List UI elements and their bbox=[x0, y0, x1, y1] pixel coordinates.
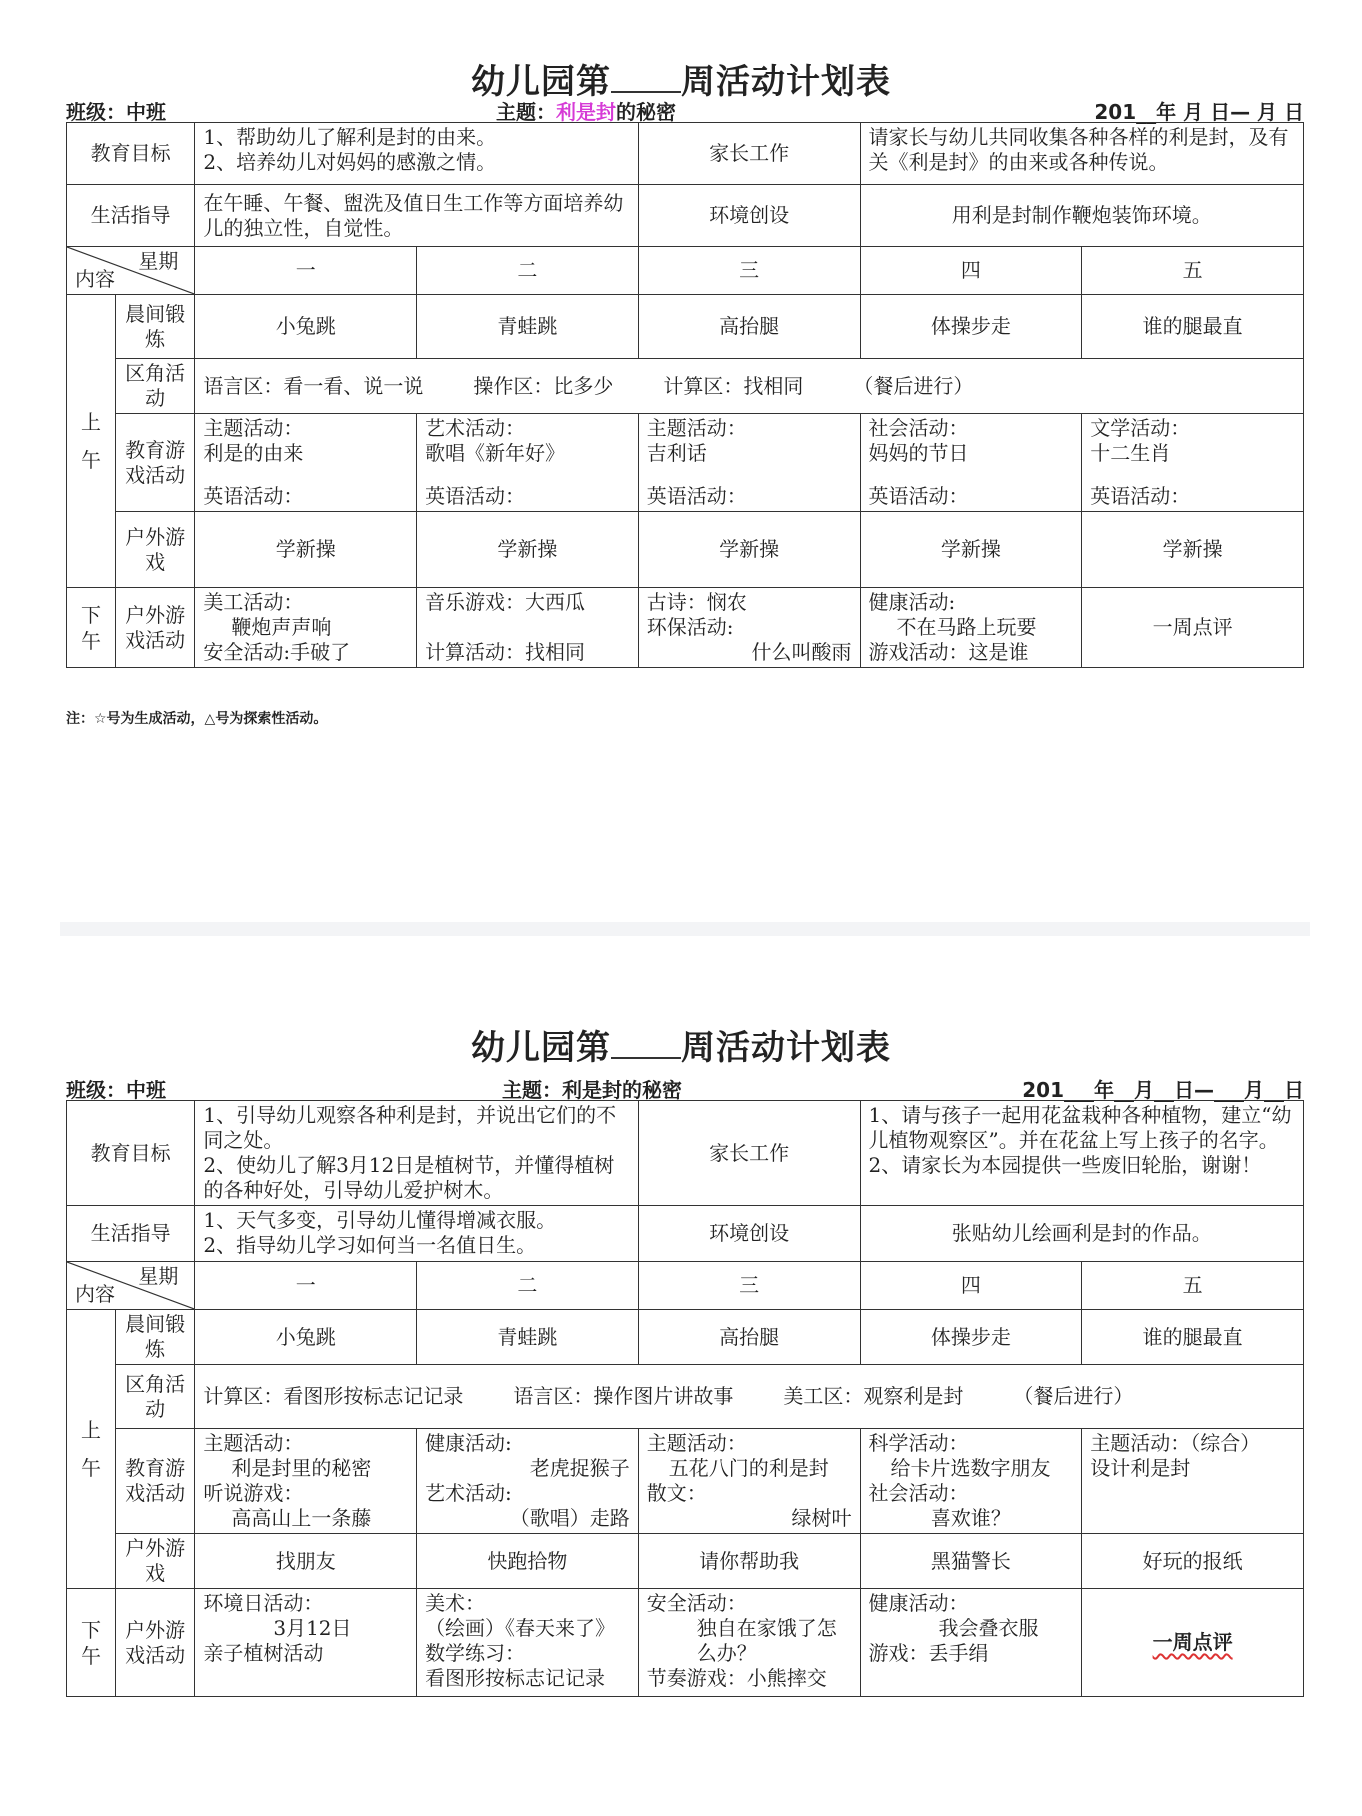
morning-label: 晨间锻炼 bbox=[116, 1310, 195, 1365]
day-header-row bbox=[67, 1262, 1304, 1310]
outdoor-cell: 黑猫警长 bbox=[860, 1534, 1082, 1589]
theme-name: 利是封 bbox=[556, 100, 616, 124]
life-label: 生活指导 bbox=[67, 1206, 195, 1262]
edu-cell: 科学活动： 给卡片选数字朋友 社会活动： 喜欢谁？ bbox=[860, 1429, 1082, 1534]
edu-cell: 主题活动： 五花八门的利是封 散文： 绿树叶 bbox=[638, 1429, 860, 1534]
goal-label: 教育目标 bbox=[67, 123, 195, 185]
morning-cell: 谁的腿最直 bbox=[1082, 1310, 1304, 1365]
corner-row bbox=[67, 1365, 1304, 1429]
pm-activity-label: 户外游戏活动 bbox=[116, 588, 195, 668]
am-label: 上午 bbox=[67, 295, 116, 588]
morning-cell: 青蛙跳 bbox=[417, 295, 639, 359]
pm-row bbox=[67, 1589, 1304, 1697]
day-wed: 三 bbox=[638, 1262, 860, 1310]
pm-cell: 音乐游戏：大西瓜 计算活动：找相同 bbox=[417, 588, 639, 668]
life-row bbox=[67, 1206, 1304, 1262]
goal-text: 1、帮助幼儿了解利是封的由来。 2、培养幼儿对妈妈的感激之情。 bbox=[195, 123, 638, 185]
day-header-row bbox=[67, 247, 1304, 295]
week-label: 星期 bbox=[138, 249, 179, 273]
pm-cell: 美工活动： 鞭炮声声响 安全活动:手破了 bbox=[195, 588, 417, 668]
edu-cell: 主题活动： 吉利话 英语活动： bbox=[638, 414, 860, 512]
plan-sheet-2 bbox=[0, 960, 1362, 1760]
day-thu: 四 bbox=[860, 247, 1082, 295]
parent-label: 家长工作 bbox=[638, 123, 860, 185]
outdoor-label: 户外游戏 bbox=[116, 1534, 195, 1589]
morning-cell: 小兔跳 bbox=[195, 295, 417, 359]
morning-cell: 谁的腿最直 bbox=[1082, 295, 1304, 359]
pm-label: 下午 bbox=[67, 1589, 116, 1697]
morning-cell: 高抬腿 bbox=[638, 1310, 860, 1365]
plan-table bbox=[66, 1100, 1304, 1697]
corner-label: 区角活动 bbox=[116, 359, 195, 414]
corner-text: 语言区：看一看、说一说 操作区：比多少 计算区：找相同 （餐后进行） bbox=[195, 359, 1304, 414]
outdoor-cell: 学新操 bbox=[1082, 512, 1304, 588]
day-fri: 五 bbox=[1082, 247, 1304, 295]
edu-row bbox=[67, 1429, 1304, 1534]
outdoor-cell: 学新操 bbox=[860, 512, 1082, 588]
parent-text: 1、请与孩子一起用花盆栽种各种植物，建立“幼儿植物观察区”。并在花盆上写上孩子的名字。 2、请家长为本园提供一些废旧轮胎，谢谢！ bbox=[860, 1101, 1304, 1206]
goal-text: 1、引导幼儿观察各种利是封，并说出它们的不同之处。 2、使幼儿了解3月12日是植树节，并懂得植树的各种好处，引导幼儿爱护树木。 bbox=[195, 1101, 638, 1206]
edu-cell: 健康活动: 老虎捉猴子 艺术活动: （歌唱）走路 bbox=[417, 1429, 639, 1534]
edu-cell: 主题活动：（综合） 设计利是封 bbox=[1082, 1429, 1304, 1534]
pm-cell: 安全活动： 独自在家饿了怎么办？ 节奏游戏：小熊摔交 bbox=[638, 1589, 860, 1697]
date-range: 201___年__月__日—___月__日 bbox=[1022, 1078, 1304, 1102]
env-label: 环境创设 bbox=[638, 1206, 860, 1262]
page-divider bbox=[60, 922, 1310, 936]
class-label: 班级：中班 bbox=[66, 1078, 166, 1102]
sheet-title: 幼儿园第 周活动计划表 bbox=[471, 1028, 891, 1068]
corner-row bbox=[67, 359, 1304, 414]
outdoor-cell: 快跑拾物 bbox=[417, 1534, 639, 1589]
outdoor-cell: 学新操 bbox=[638, 512, 860, 588]
life-label: 生活指导 bbox=[67, 185, 195, 247]
weekly-review: 一周点评 bbox=[1082, 1589, 1304, 1697]
pm-cell: 古诗：悯农 环保活动: 什么叫酸雨 bbox=[638, 588, 860, 668]
footnote: 注：☆号为生成活动，△号为探索性活动。 bbox=[66, 711, 328, 727]
class-label: 班级：中班 bbox=[66, 100, 166, 124]
edu-cell: 主题活动： 利是的由来 英语活动： bbox=[195, 414, 417, 512]
goal-row bbox=[67, 123, 1304, 185]
week-blank bbox=[611, 63, 681, 93]
goal-row bbox=[67, 1101, 1304, 1206]
parent-label: 家长工作 bbox=[638, 1101, 860, 1206]
outdoor-label: 户外游戏 bbox=[116, 512, 195, 588]
edu-cell: 艺术活动： 歌唱《新年好》 英语活动： bbox=[417, 414, 639, 512]
day-mon: 一 bbox=[195, 1262, 417, 1310]
pm-activity-label: 户外游戏活动 bbox=[116, 1589, 195, 1697]
life-text: 在午睡、午餐、盥洗及值日生工作等方面培养幼儿的独立性，自觉性。 bbox=[195, 185, 638, 247]
corner-text: 计算区：看图形按标志记记录 语言区：操作图片讲故事 美工区：观察利是封 （餐后进行） bbox=[195, 1365, 1304, 1429]
content-label: 内容 bbox=[75, 267, 115, 291]
date-range: 201__年 月 日— 月 日 bbox=[1094, 100, 1304, 124]
week-content-header bbox=[67, 247, 195, 295]
pm-cell: 健康活动: 不在马路上玩要 游戏活动：这是谁 bbox=[860, 588, 1082, 668]
day-thu: 四 bbox=[860, 1262, 1082, 1310]
morning-cell: 小兔跳 bbox=[195, 1310, 417, 1365]
outdoor-row bbox=[67, 1534, 1304, 1589]
day-tue: 二 bbox=[417, 1262, 639, 1310]
week-blank bbox=[611, 1029, 681, 1059]
pm-row bbox=[67, 588, 1304, 668]
life-text: 1、天气多变，引导幼儿懂得增减衣服。 2、指导幼儿学习如何当一名值日生。 bbox=[195, 1206, 638, 1262]
pm-cell: 美术： （绘画）《春天来了》 数学练习： 看图形按标志记记录 bbox=[417, 1589, 639, 1697]
day-wed: 三 bbox=[638, 247, 860, 295]
pm-cell: 健康活动： 我会叠衣服 游戏：丢手绢 bbox=[860, 1589, 1082, 1697]
morning-cell: 体操步走 bbox=[860, 295, 1082, 359]
edu-row bbox=[67, 414, 1304, 512]
pm-cell: 环境日活动： 3月12日 亲子植树活动 bbox=[195, 1589, 417, 1697]
goal-label: 教育目标 bbox=[67, 1101, 195, 1206]
content-label: 内容 bbox=[75, 1282, 115, 1306]
outdoor-cell: 学新操 bbox=[417, 512, 639, 588]
week-label: 星期 bbox=[138, 1264, 179, 1288]
outdoor-row bbox=[67, 512, 1304, 588]
theme-label: 主题：利是封的秘密 bbox=[496, 100, 676, 124]
morning-cell: 高抬腿 bbox=[638, 295, 860, 359]
outdoor-cell: 请你帮助我 bbox=[638, 1534, 860, 1589]
outdoor-cell: 找朋友 bbox=[195, 1534, 417, 1589]
morning-cell: 体操步走 bbox=[860, 1310, 1082, 1365]
env-text: 用利是封制作鞭炮装饰环境。 bbox=[860, 185, 1303, 247]
plan-sheet-1 bbox=[0, 0, 1362, 800]
morning-cell: 青蛙跳 bbox=[417, 1310, 639, 1365]
edu-label: 教育游戏活动 bbox=[116, 414, 195, 512]
outdoor-cell: 学新操 bbox=[195, 512, 417, 588]
theme-label: 主题：利是封的秘密 bbox=[502, 1078, 682, 1102]
edu-cell: 主题活动： 利是封里的秘密 听说游戏： 高高山上一条藤 bbox=[195, 1429, 417, 1534]
corner-label: 区角活动 bbox=[116, 1365, 195, 1429]
env-label: 环境创设 bbox=[638, 185, 860, 247]
sheet-title: 幼儿园第 周活动计划表 bbox=[471, 62, 891, 102]
plan-table bbox=[66, 122, 1304, 668]
morning-label: 晨间锻炼 bbox=[116, 295, 195, 359]
pm-label: 下午 bbox=[67, 588, 116, 668]
morning-row bbox=[67, 1310, 1304, 1365]
edu-cell: 文学活动： 十二生肖 英语活动： bbox=[1082, 414, 1304, 512]
edu-cell: 社会活动： 妈妈的节日 英语活动： bbox=[860, 414, 1082, 512]
day-tue: 二 bbox=[417, 247, 639, 295]
life-row bbox=[67, 185, 1304, 247]
day-mon: 一 bbox=[195, 247, 417, 295]
morning-row bbox=[67, 295, 1304, 359]
weekly-review: 一周点评 bbox=[1082, 588, 1304, 668]
day-fri: 五 bbox=[1082, 1262, 1304, 1310]
parent-text: 请家长与幼儿共同收集各种各样的利是封，及有关《利是封》的由来或各种传说。 bbox=[860, 123, 1303, 185]
edu-label: 教育游戏活动 bbox=[116, 1429, 195, 1534]
env-text: 张贴幼儿绘画利是封的作品。 bbox=[860, 1206, 1304, 1262]
outdoor-cell: 好玩的报纸 bbox=[1082, 1534, 1304, 1589]
am-label: 上午 bbox=[67, 1310, 116, 1589]
week-content-header bbox=[67, 1262, 195, 1310]
